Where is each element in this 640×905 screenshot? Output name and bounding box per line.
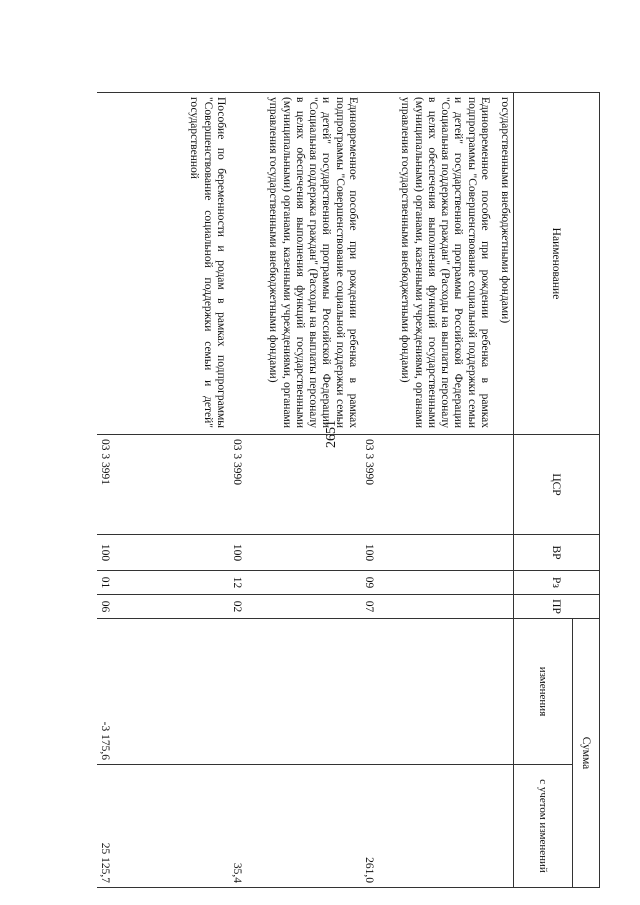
row-total: 261,0 [361,765,493,888]
table-row [493,93,514,888]
header-pr: ПР [514,595,600,619]
budget-table [97,92,600,888]
row-name: Пособие по беременности и родам в рамках подпрограммы "Совершенствование социальной поддержки семьи и детей" государственной [97,93,229,435]
rotated-page [99,92,600,887]
row-rz: 09 [361,571,493,595]
row-csr: 03 3 3990 [361,435,493,535]
row-name: Единовременное пособие при рождении ребенка в рамках подпрограммы "Совершенствование социальной поддержки семьи и детей" государственной программы Российской Федерации "Социальная поддержка граждан" (Расходы на выплаты персоналу в целях обеспечения выполнения функций государственными (муниципальными) органами, казенными учреждениями, органами управления государственными внебюджетными фондами) [361,93,493,435]
row-vr: 100 [361,535,493,571]
row-vr: 100 [97,535,229,571]
row-rz: 01 [97,571,229,595]
header-vr: ВР [514,535,600,571]
header-name: Наименование [514,93,600,435]
row-total: 35,4 [229,765,361,888]
row-change: -3 175,6 [97,619,229,765]
row-pr: 02 [229,595,361,619]
page-number: 2651 [324,420,339,448]
row-rz: 12 [229,571,361,595]
row-pr: 07 [361,595,493,619]
header-with-changes: с учетом изменений [514,765,573,888]
header-csr: ЦСР [514,435,600,535]
header-change: изменения [514,619,573,765]
row-change [361,619,493,765]
header-sum: Сумма [573,619,600,888]
table-row [229,93,361,888]
table-row [361,93,493,888]
row-name: Единовременное пособие при рождении ребенка в рамках подпрограммы "Совершенствование социальной поддержки семьи и детей" государственной программы Российской Федерации "Социальная поддержка граждан" (Расходы на выплаты персоналу в целях обеспечения выполнения функций государственными (муниципальными) органами, казенными учреждениями, органами управления государственными внебюджетными фондами) [229,93,361,435]
row-pr: 06 [97,595,229,619]
row-csr: 03 3 3991 [97,435,229,535]
row-vr: 100 [229,535,361,571]
table-row [97,93,229,888]
row-csr: 03 3 3990 [229,435,361,535]
header-rz: Рз [514,571,600,595]
row-total: 25 125,7 [97,765,229,888]
continuation-text: государственными внебюджетными фондами) [493,93,514,435]
row-change [229,619,361,765]
